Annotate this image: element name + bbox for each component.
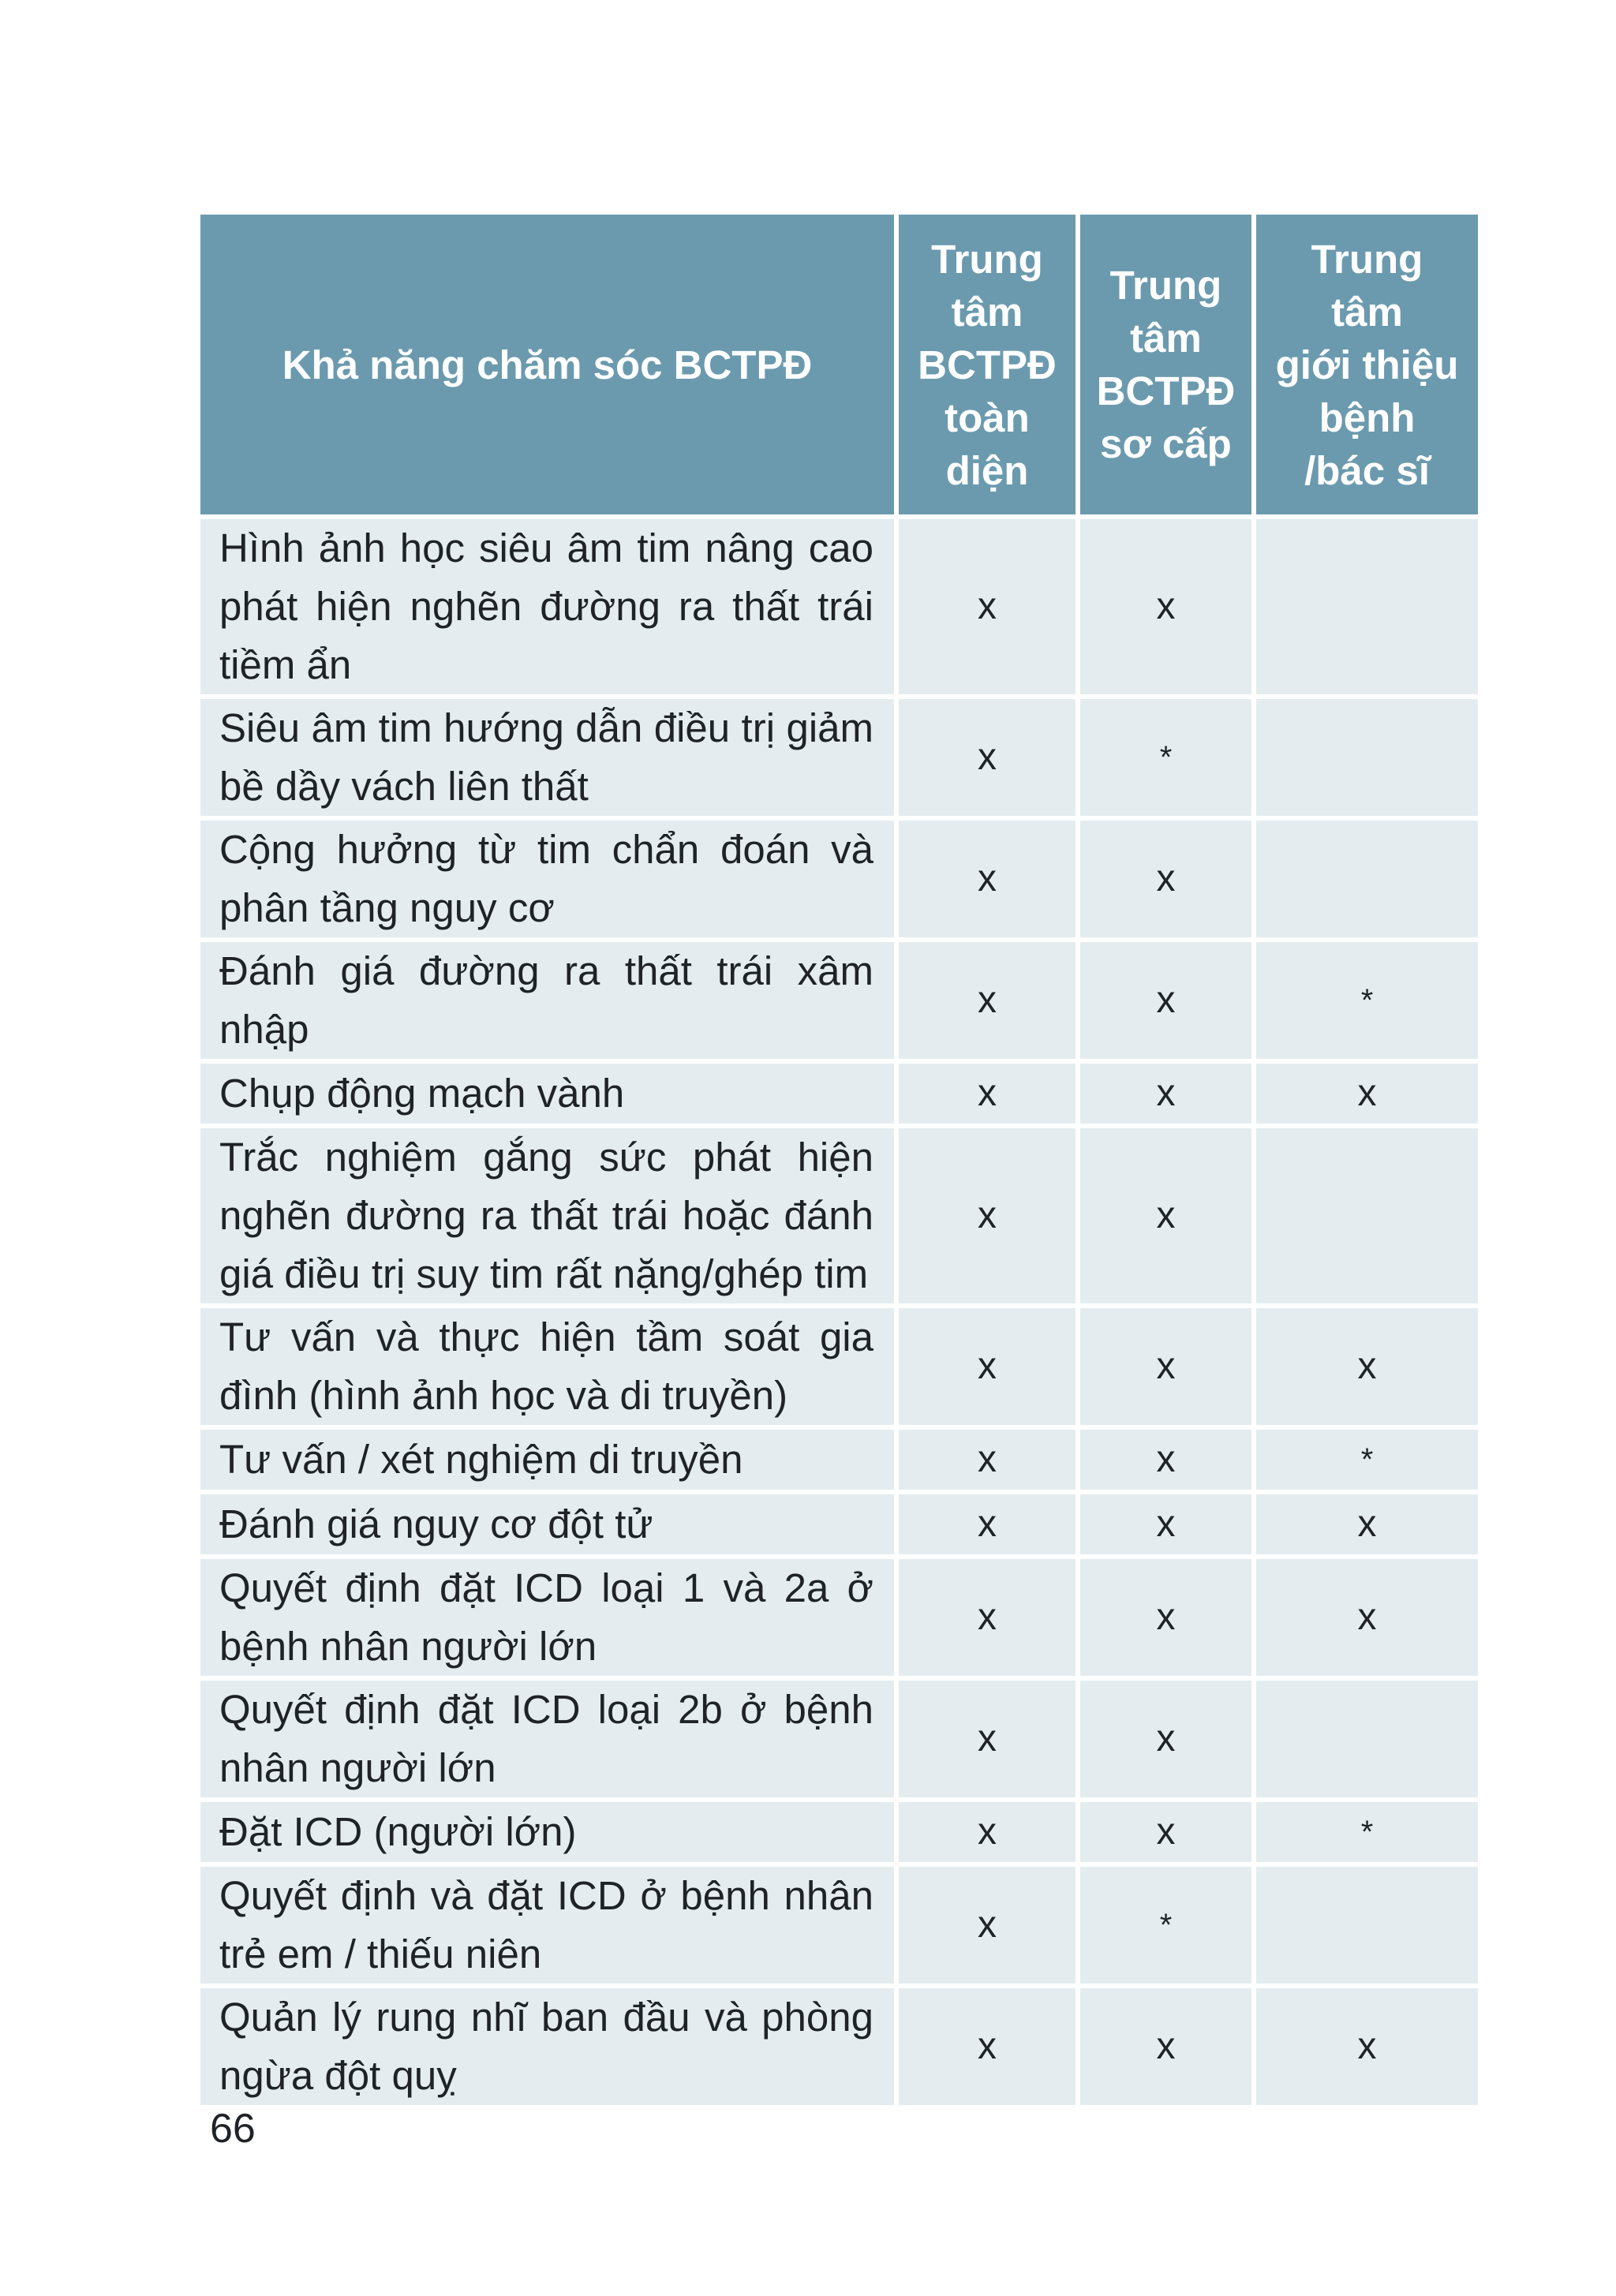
header-line: bệnh — [1319, 395, 1416, 440]
header-line: Trung — [1109, 263, 1222, 308]
comprehensive-center-cell: x — [899, 1128, 1075, 1303]
header-line: toàn — [945, 395, 1030, 440]
primary-center-cell: x — [1080, 1064, 1251, 1124]
comprehensive-center-cell: x — [899, 821, 1075, 937]
comprehensive-center-cell: x — [899, 519, 1075, 694]
referral-center-cell — [1256, 519, 1478, 694]
comprehensive-center-cell: x — [899, 699, 1075, 816]
primary-center-cell: x — [1080, 1494, 1251, 1554]
table-header-row — [200, 215, 1478, 514]
header-referral-center — [1256, 215, 1478, 514]
capability-cell: Đặt ICD (người lớn) — [200, 1802, 894, 1862]
table-row — [200, 1867, 1478, 1984]
header-line: sơ cấp — [1100, 421, 1232, 466]
capability-cell: Đánh giá nguy cơ đột tử — [200, 1494, 894, 1554]
primary-center-cell: x — [1080, 821, 1251, 937]
referral-center-cell — [1256, 821, 1478, 937]
table-row — [200, 1494, 1478, 1554]
table-row — [200, 1128, 1478, 1303]
primary-center-cell: x — [1080, 942, 1251, 1059]
primary-center-cell: x — [1080, 519, 1251, 694]
capability-cell: Tư vấn và thực hiện tầm soát gia đình (hình ảnh học và di truyền) — [200, 1308, 894, 1425]
table-row — [200, 519, 1478, 694]
referral-center-cell: x — [1256, 1988, 1478, 2105]
capability-cell: Quyết định và đặt ICD ở bệnh nhân trẻ em / thiếu niên — [200, 1867, 894, 1984]
referral-center-cell — [1256, 699, 1478, 816]
header-line: tâm — [951, 289, 1023, 335]
care-capability-table — [196, 210, 1483, 2110]
primary-center-cell: x — [1080, 1988, 1251, 2105]
header-capability — [200, 215, 894, 514]
primary-center-cell: x — [1080, 1802, 1251, 1862]
page-number: 66 — [210, 2106, 256, 2152]
capability-cell: Tư vấn / xét nghiệm di truyền — [200, 1430, 894, 1490]
primary-center-cell: x — [1080, 1430, 1251, 1490]
header-line: tâm — [1331, 289, 1403, 335]
comprehensive-center-cell: x — [899, 1064, 1075, 1124]
table-row — [200, 1559, 1478, 1676]
capability-cell: Hình ảnh học siêu âm tim nâng cao phát hiện nghẽn đường ra thất trái tiềm ẩn — [200, 519, 894, 694]
comprehensive-center-cell: x — [899, 1988, 1075, 2105]
capability-cell: Cộng hưởng từ tim chẩn đoán và phân tầng nguy cơ — [200, 821, 894, 937]
referral-center-cell — [1256, 1867, 1478, 1984]
header-comprehensive-center — [899, 215, 1075, 514]
header-line: diện — [945, 447, 1029, 493]
primary-center-cell: x — [1080, 1559, 1251, 1676]
capability-cell: Chụp động mạch vành — [200, 1064, 894, 1124]
primary-center-cell: x — [1080, 1128, 1251, 1303]
table-row — [200, 942, 1478, 1059]
primary-center-cell: * — [1080, 699, 1251, 816]
referral-center-cell: * — [1256, 1802, 1478, 1862]
table-row — [200, 1308, 1478, 1425]
table-row — [200, 1064, 1478, 1124]
table-body — [200, 519, 1478, 2105]
comprehensive-center-cell: x — [899, 1494, 1075, 1554]
header-line: BCTPĐ — [1096, 368, 1236, 413]
capability-cell: Quản lý rung nhĩ ban đầu và phòng ngừa đột quỵ — [200, 1988, 894, 2105]
primary-center-cell: x — [1080, 1681, 1251, 1797]
header-line: /bác sĩ — [1304, 447, 1430, 493]
comprehensive-center-cell: x — [899, 1308, 1075, 1425]
table-row — [200, 821, 1478, 937]
referral-center-cell: x — [1256, 1308, 1478, 1425]
table-row — [200, 699, 1478, 816]
header-line: giới thiệu — [1275, 342, 1459, 387]
referral-center-cell: x — [1256, 1559, 1478, 1676]
capability-cell: Quyết định đặt ICD loại 1 và 2a ở bệnh nhân người lớn — [200, 1559, 894, 1676]
primary-center-cell: * — [1080, 1867, 1251, 1984]
referral-center-cell: x — [1256, 1494, 1478, 1554]
capability-cell: Quyết định đặt ICD loại 2b ở bệnh nhân người lớn — [200, 1681, 894, 1797]
table-row — [200, 1430, 1478, 1490]
table-row — [200, 1681, 1478, 1797]
referral-center-cell — [1256, 1681, 1478, 1797]
referral-center-cell: x — [1256, 1064, 1478, 1124]
referral-center-cell: * — [1256, 942, 1478, 1059]
comprehensive-center-cell: x — [899, 1681, 1075, 1797]
comprehensive-center-cell: x — [899, 1867, 1075, 1984]
capability-cell: Siêu âm tim hướng dẫn điều trị giảm bề dầy vách liên thất — [200, 699, 894, 816]
referral-center-cell: * — [1256, 1430, 1478, 1490]
comprehensive-center-cell: x — [899, 1559, 1075, 1676]
comprehensive-center-cell: x — [899, 1802, 1075, 1862]
comprehensive-center-cell: x — [899, 942, 1075, 1059]
header-line: tâm — [1130, 316, 1202, 361]
header-line: Trung — [1311, 236, 1423, 282]
header-line: Trung — [931, 236, 1043, 282]
header-line: BCTPĐ — [918, 342, 1057, 387]
header-primary-center — [1080, 215, 1251, 514]
primary-center-cell: x — [1080, 1308, 1251, 1425]
table-row — [200, 1802, 1478, 1862]
referral-center-cell — [1256, 1128, 1478, 1303]
capability-cell: Đánh giá đường ra thất trái xâm nhập — [200, 942, 894, 1059]
header-line: Khả năng chăm sóc BCTPĐ — [282, 342, 813, 387]
comprehensive-center-cell: x — [899, 1430, 1075, 1490]
capability-cell: Trắc nghiệm gắng sức phát hiện nghẽn đường ra thất trái hoặc đánh giá điều trị suy tim rất nặng/ghép tim — [200, 1128, 894, 1303]
table-row — [200, 1988, 1478, 2105]
